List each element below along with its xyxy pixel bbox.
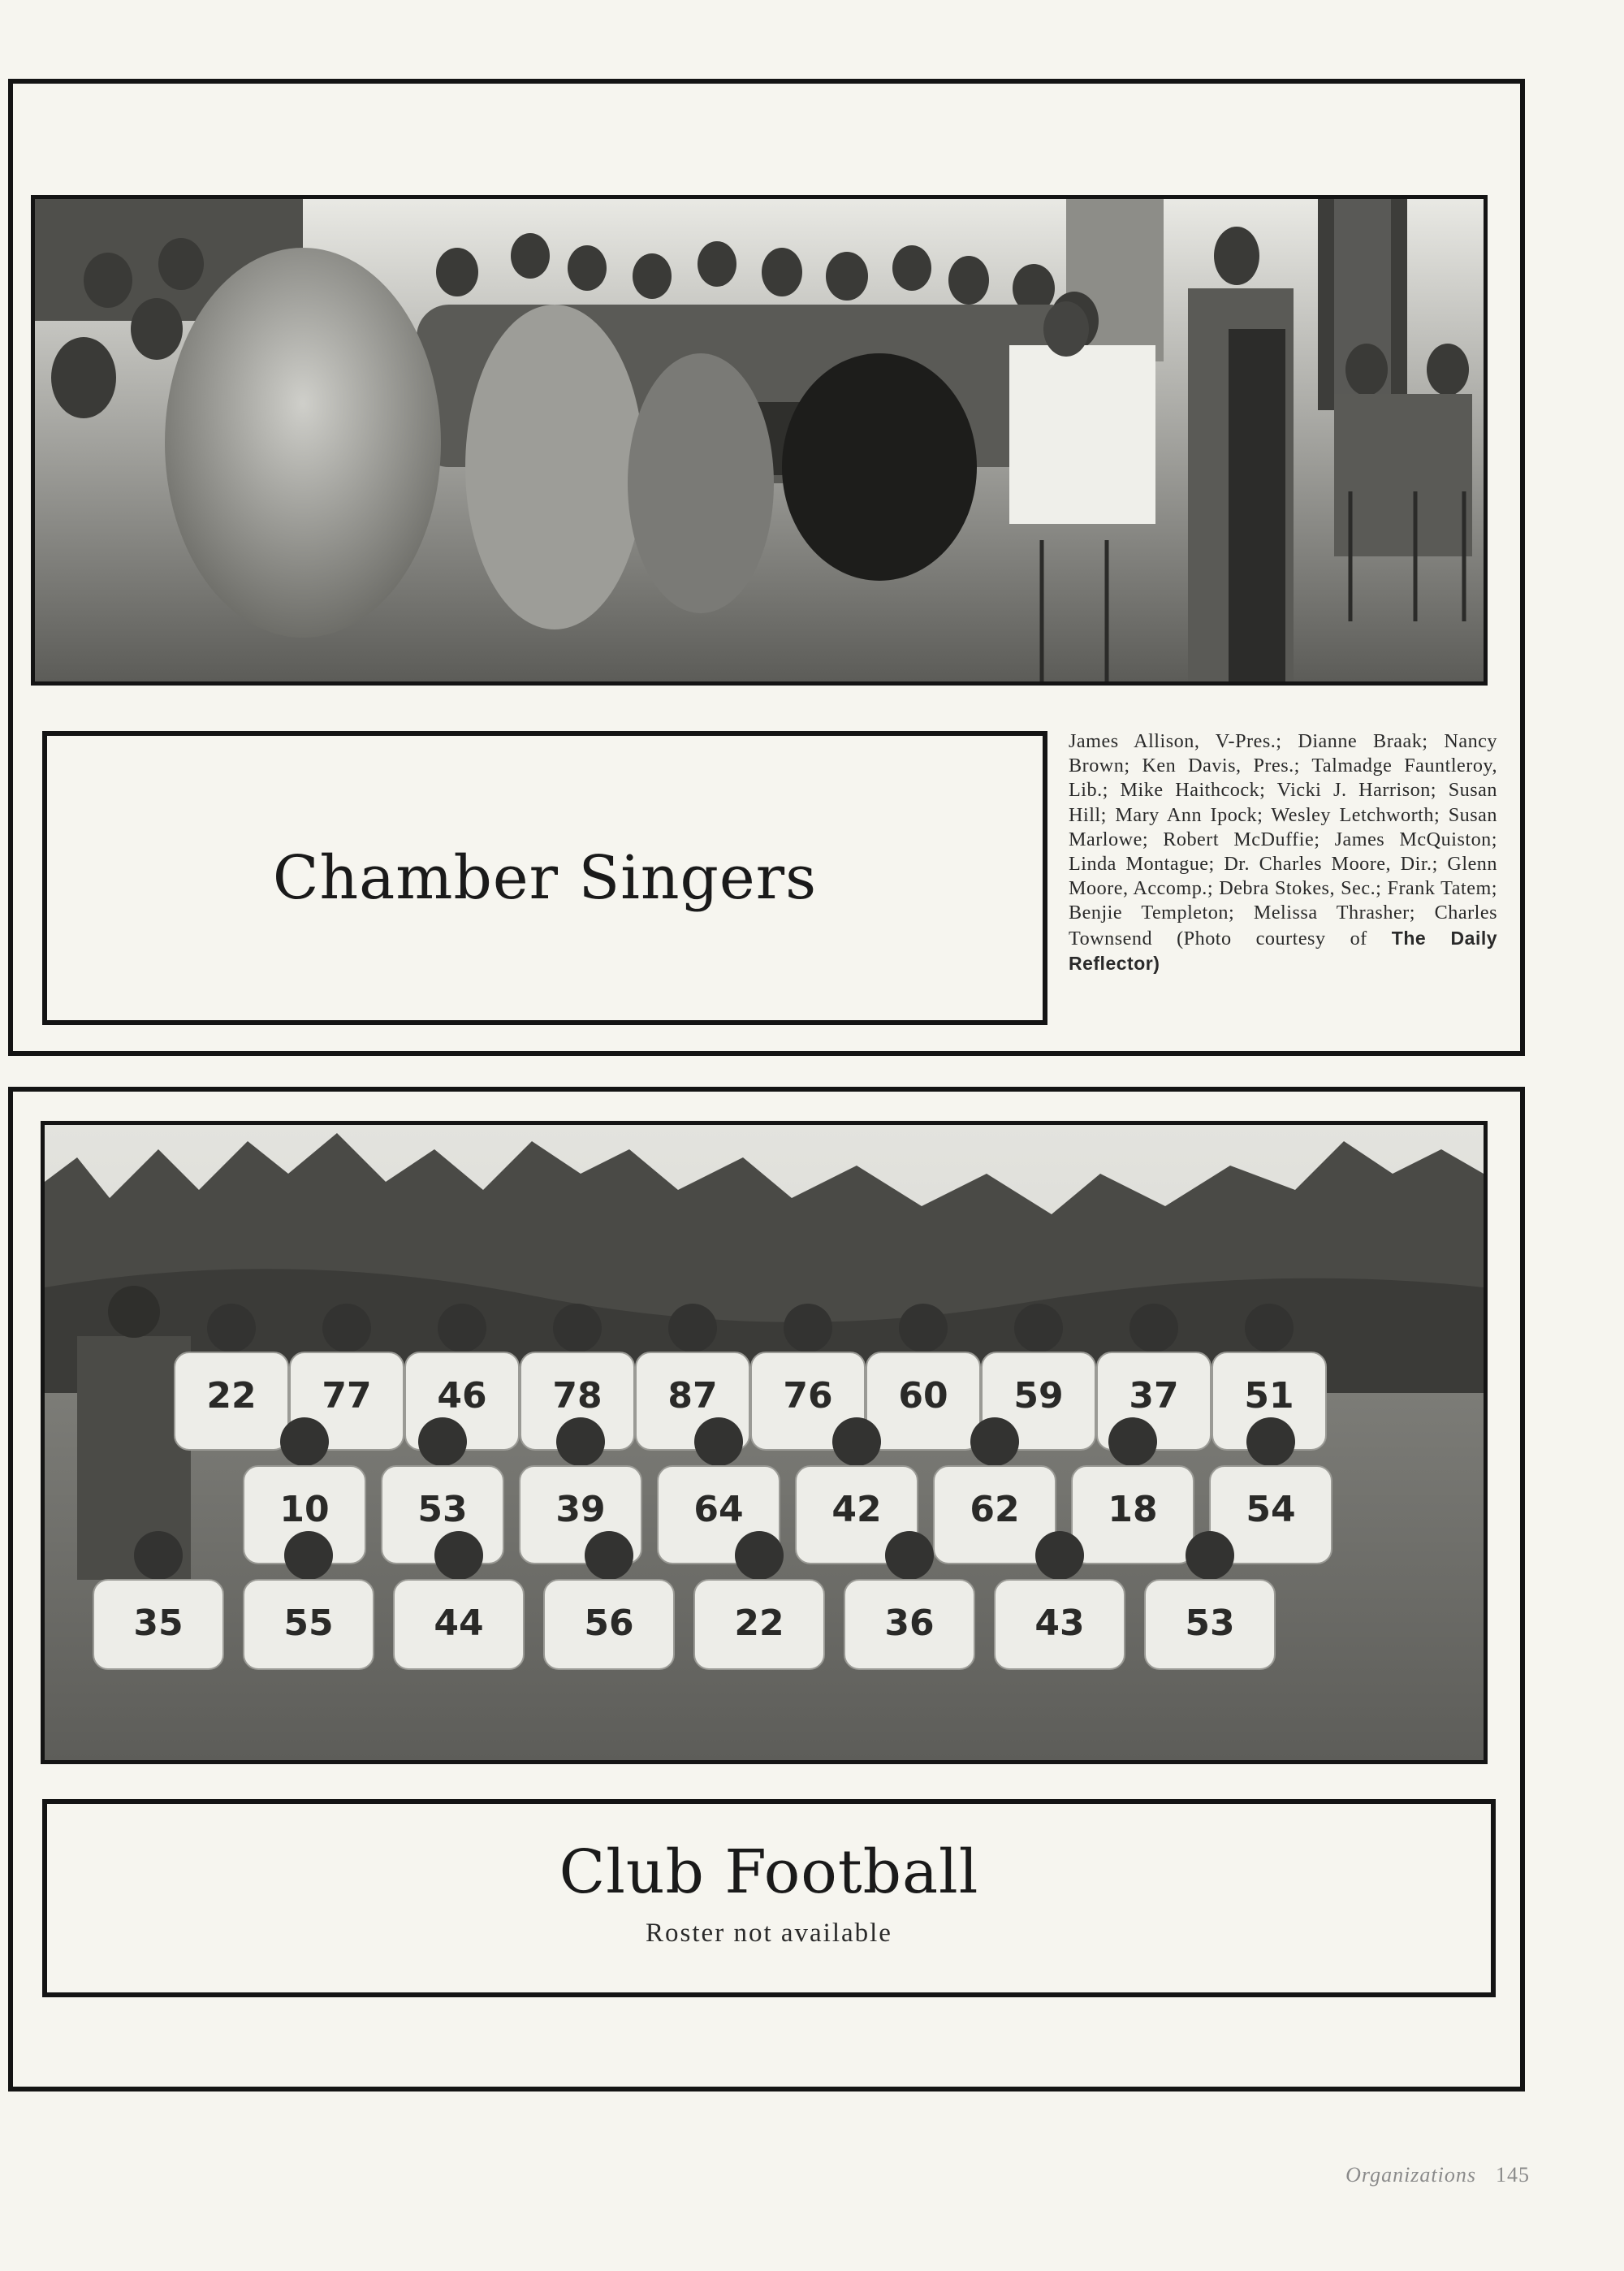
jersey-number: 59 [1013,1375,1064,1417]
jersey-number: 77 [322,1375,372,1417]
roster-names: James Allison, V-Pres.; Dianne Braak; Nancy Brown; Ken Davis, Pres.; Talmadge Fauntleroy, Lib.; Mike Haithcock; Vicki J. Harrison; Susan Hill; Mary Ann Ipock; Wesley Letchworth; Susan Marlowe; Robert McDuffie; James McQuiston; Linda Montague; Dr. Charles Moore, Dir.; Glenn Moore, Accomp.; Debra Stokes, Sec.; Frank Tatem; Benjie Templeton; Melissa Thrasher; Charles Townsend (Photo courtesy of [1069,730,1497,949]
jersey-number: 10 [279,1489,330,1530]
jersey-number: 54 [1246,1489,1296,1530]
jersey-number: 53 [417,1489,468,1530]
jersey-number: 22 [734,1603,784,1644]
jersey-number: 39 [555,1489,606,1530]
page-number: 145 [1496,2163,1530,2187]
jersey-number: 51 [1244,1375,1294,1417]
jersey-number: 64 [693,1489,744,1530]
jersey-number: 53 [1185,1603,1235,1644]
roster-note: Roster not available [646,1918,892,1948]
jersey-number: 43 [1034,1603,1085,1644]
jersey-number: 35 [133,1603,184,1644]
club-football-photo [41,1121,1488,1764]
jersey-number: 46 [437,1375,487,1417]
jersey-number: 56 [584,1603,634,1644]
jersey-number: 42 [831,1489,882,1530]
jersey-number: 62 [970,1489,1020,1530]
club-football-title-box [42,1799,1496,1997]
jersey-number: 55 [283,1603,334,1644]
jersey-number: 78 [552,1375,603,1417]
chamber-singers-photo [31,195,1488,686]
jersey-number: 36 [884,1603,935,1644]
chamber-singers-title: Chamber Singers [272,843,818,913]
jersey-number: 37 [1129,1375,1179,1417]
jersey-number: 60 [898,1375,948,1417]
chamber-singers-title-box [42,731,1047,1025]
jersey-number: 18 [1108,1489,1158,1530]
jersey-number: 22 [206,1375,257,1417]
page-footer [1345,2163,1530,2187]
jersey-number: 87 [667,1375,718,1417]
footer-section-name: Organizations [1345,2163,1476,2187]
club-football-title: Club Football [559,1836,979,1907]
jersey-number: 76 [783,1375,833,1417]
chamber-singers-roster [1069,729,1497,976]
jersey-number: 44 [434,1603,484,1644]
photo-credit: The Daily Reflector) [1069,927,1498,974]
